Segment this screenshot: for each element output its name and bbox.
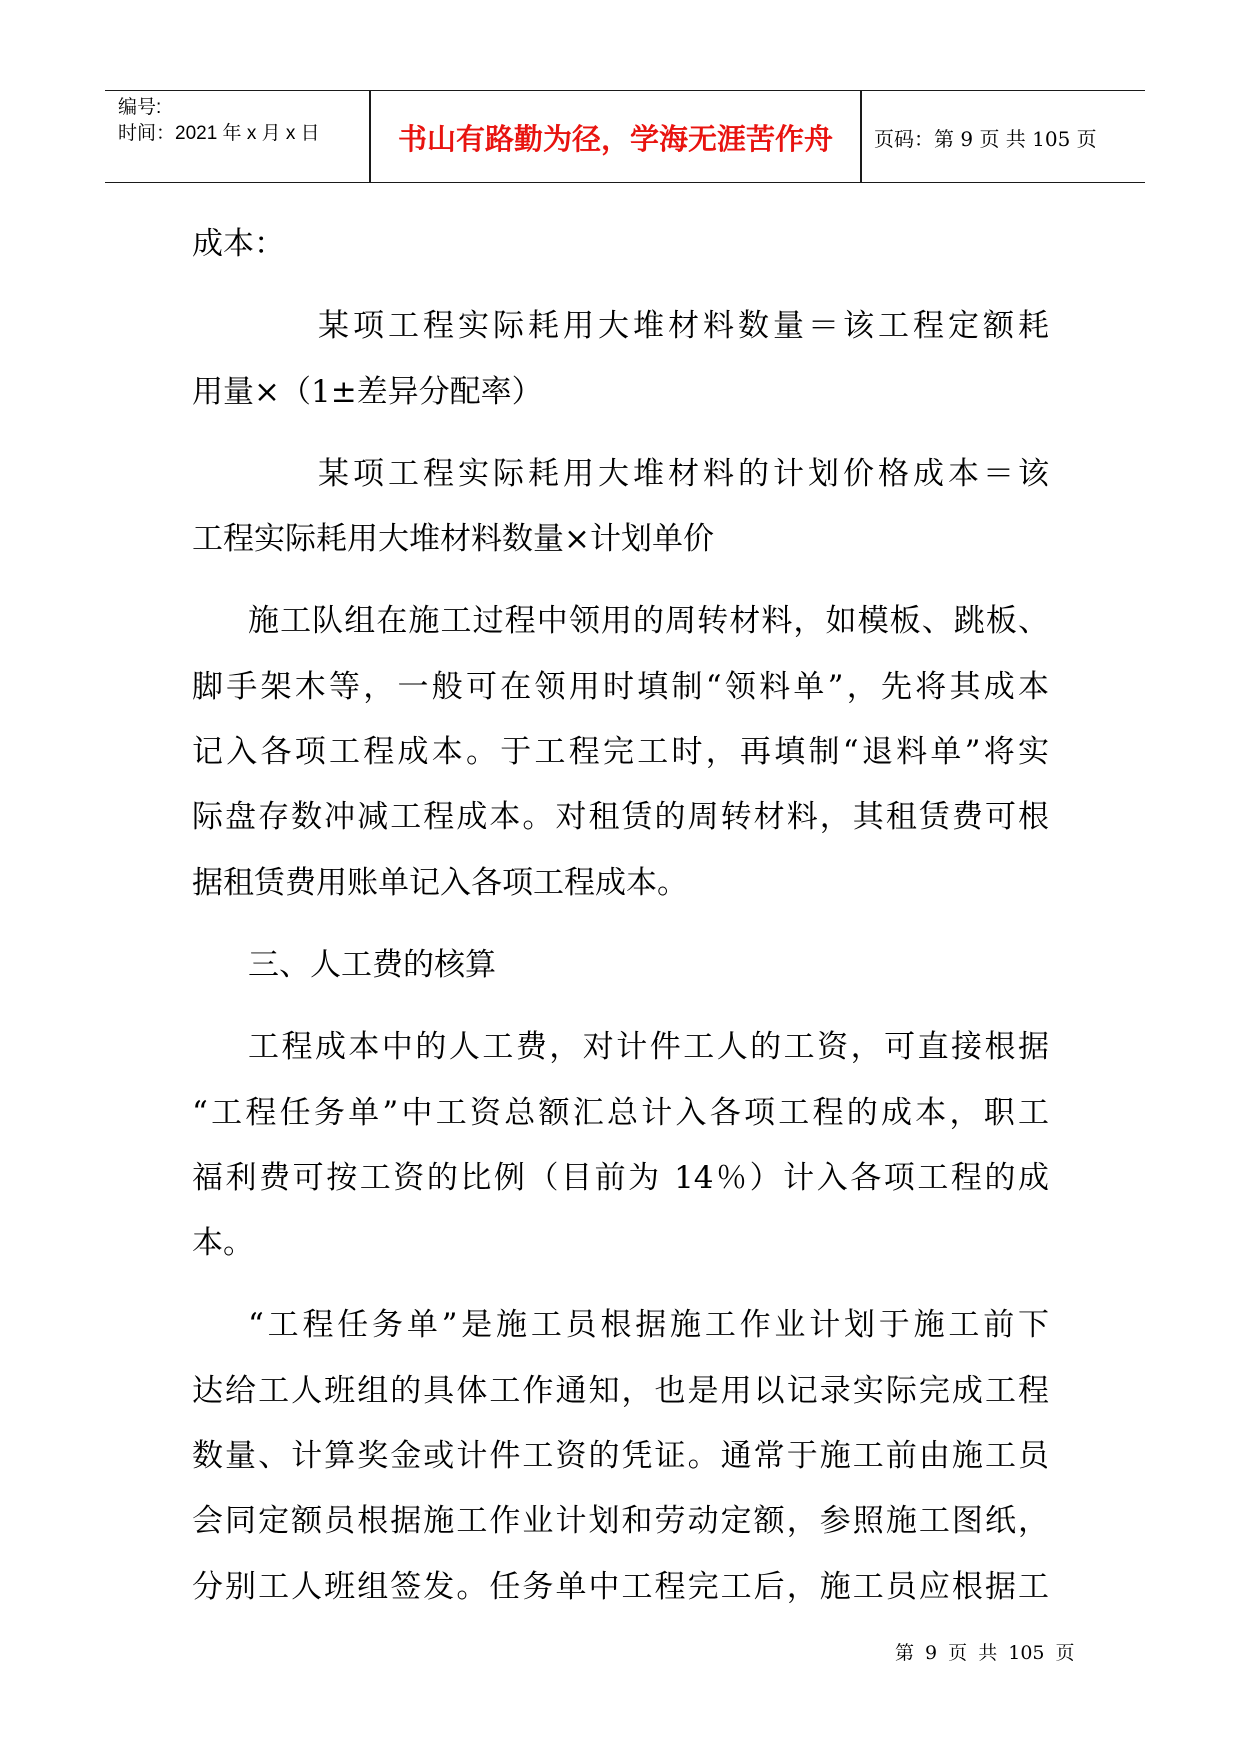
date-label: 时间：2021 年 x 月 x 日 xyxy=(118,123,320,144)
text-line: 某项工程实际耗用大堆材料数量＝该工程定额耗 xyxy=(318,308,1049,345)
paragraph xyxy=(192,1293,1049,1619)
text-line: 用量×（1±差异分配率） xyxy=(192,373,543,410)
paragraph xyxy=(192,589,1049,915)
text-line: 工程成本中的人工费，对计件工人的工资，可直接根据 xyxy=(248,1029,1049,1066)
text-line: 会同定额员根据施工作业计划和劳动定额，参照施工图纸， xyxy=(192,1503,1049,1540)
text-line: 分别工人班组签发。任务单中工程完工后，施工员应根据工 xyxy=(192,1568,1049,1605)
text-line: “工程任务单”中工资总额汇总计入各项工程的成本，职工 xyxy=(192,1094,1049,1131)
text-line: 施工队组在施工过程中领用的周转材料，如模板、跳板、 xyxy=(248,603,1049,640)
section-heading xyxy=(192,933,1049,998)
page-header xyxy=(105,90,1145,183)
text-line: 成本： xyxy=(192,226,285,262)
text-line: “工程任务单”是施工员根据施工作业计划于施工前下 xyxy=(248,1307,1049,1344)
text-line: 达给工人班组的具体工作通知，也是用以记录实际完成工程 xyxy=(192,1372,1049,1409)
formula-paragraph xyxy=(192,294,1049,425)
text-line: 本。 xyxy=(192,1225,254,1262)
formula-paragraph xyxy=(192,442,1049,573)
text-line: 记入各项工程成本。于工程完工时，再填制“退料单”将实 xyxy=(192,734,1049,771)
page-footer-number: 第 9 页 共 105 页 xyxy=(895,1642,1075,1664)
text-line: 某项工程实际耗用大堆材料的计划价格成本＝该 xyxy=(318,455,1049,492)
text-line: 工程实际耗用大堆材料数量×计划单价 xyxy=(192,521,714,558)
serial-number-label: 编号: xyxy=(118,97,162,118)
header-divider xyxy=(860,91,862,182)
text-line: 脚手架木等，一般可在领用时填制“领料单”，先将其成本 xyxy=(192,668,1049,705)
motto-banner: 书山有路勤为径，学海无涯苦作舟 xyxy=(397,122,833,156)
paragraph xyxy=(192,1015,1049,1276)
text-line: 三、人工费的核算 xyxy=(248,946,496,983)
paragraph xyxy=(192,212,1049,277)
text-line: 数量、计算奖金或计件工资的凭证。通常于施工前由施工员 xyxy=(192,1438,1049,1475)
text-line: 际盘存数冲减工程成本。对租赁的周转材料，其租赁费可根 xyxy=(192,799,1049,836)
text-line: 福利费可按工资的比例（目前为 14％）计入各项工程的成 xyxy=(192,1159,1049,1196)
text-line: 据租赁费用账单记入各项工程成本。 xyxy=(192,864,688,901)
page-code-label: 页码：第 9 页 共 105 页 xyxy=(874,127,1097,151)
document-body xyxy=(192,212,1049,1620)
